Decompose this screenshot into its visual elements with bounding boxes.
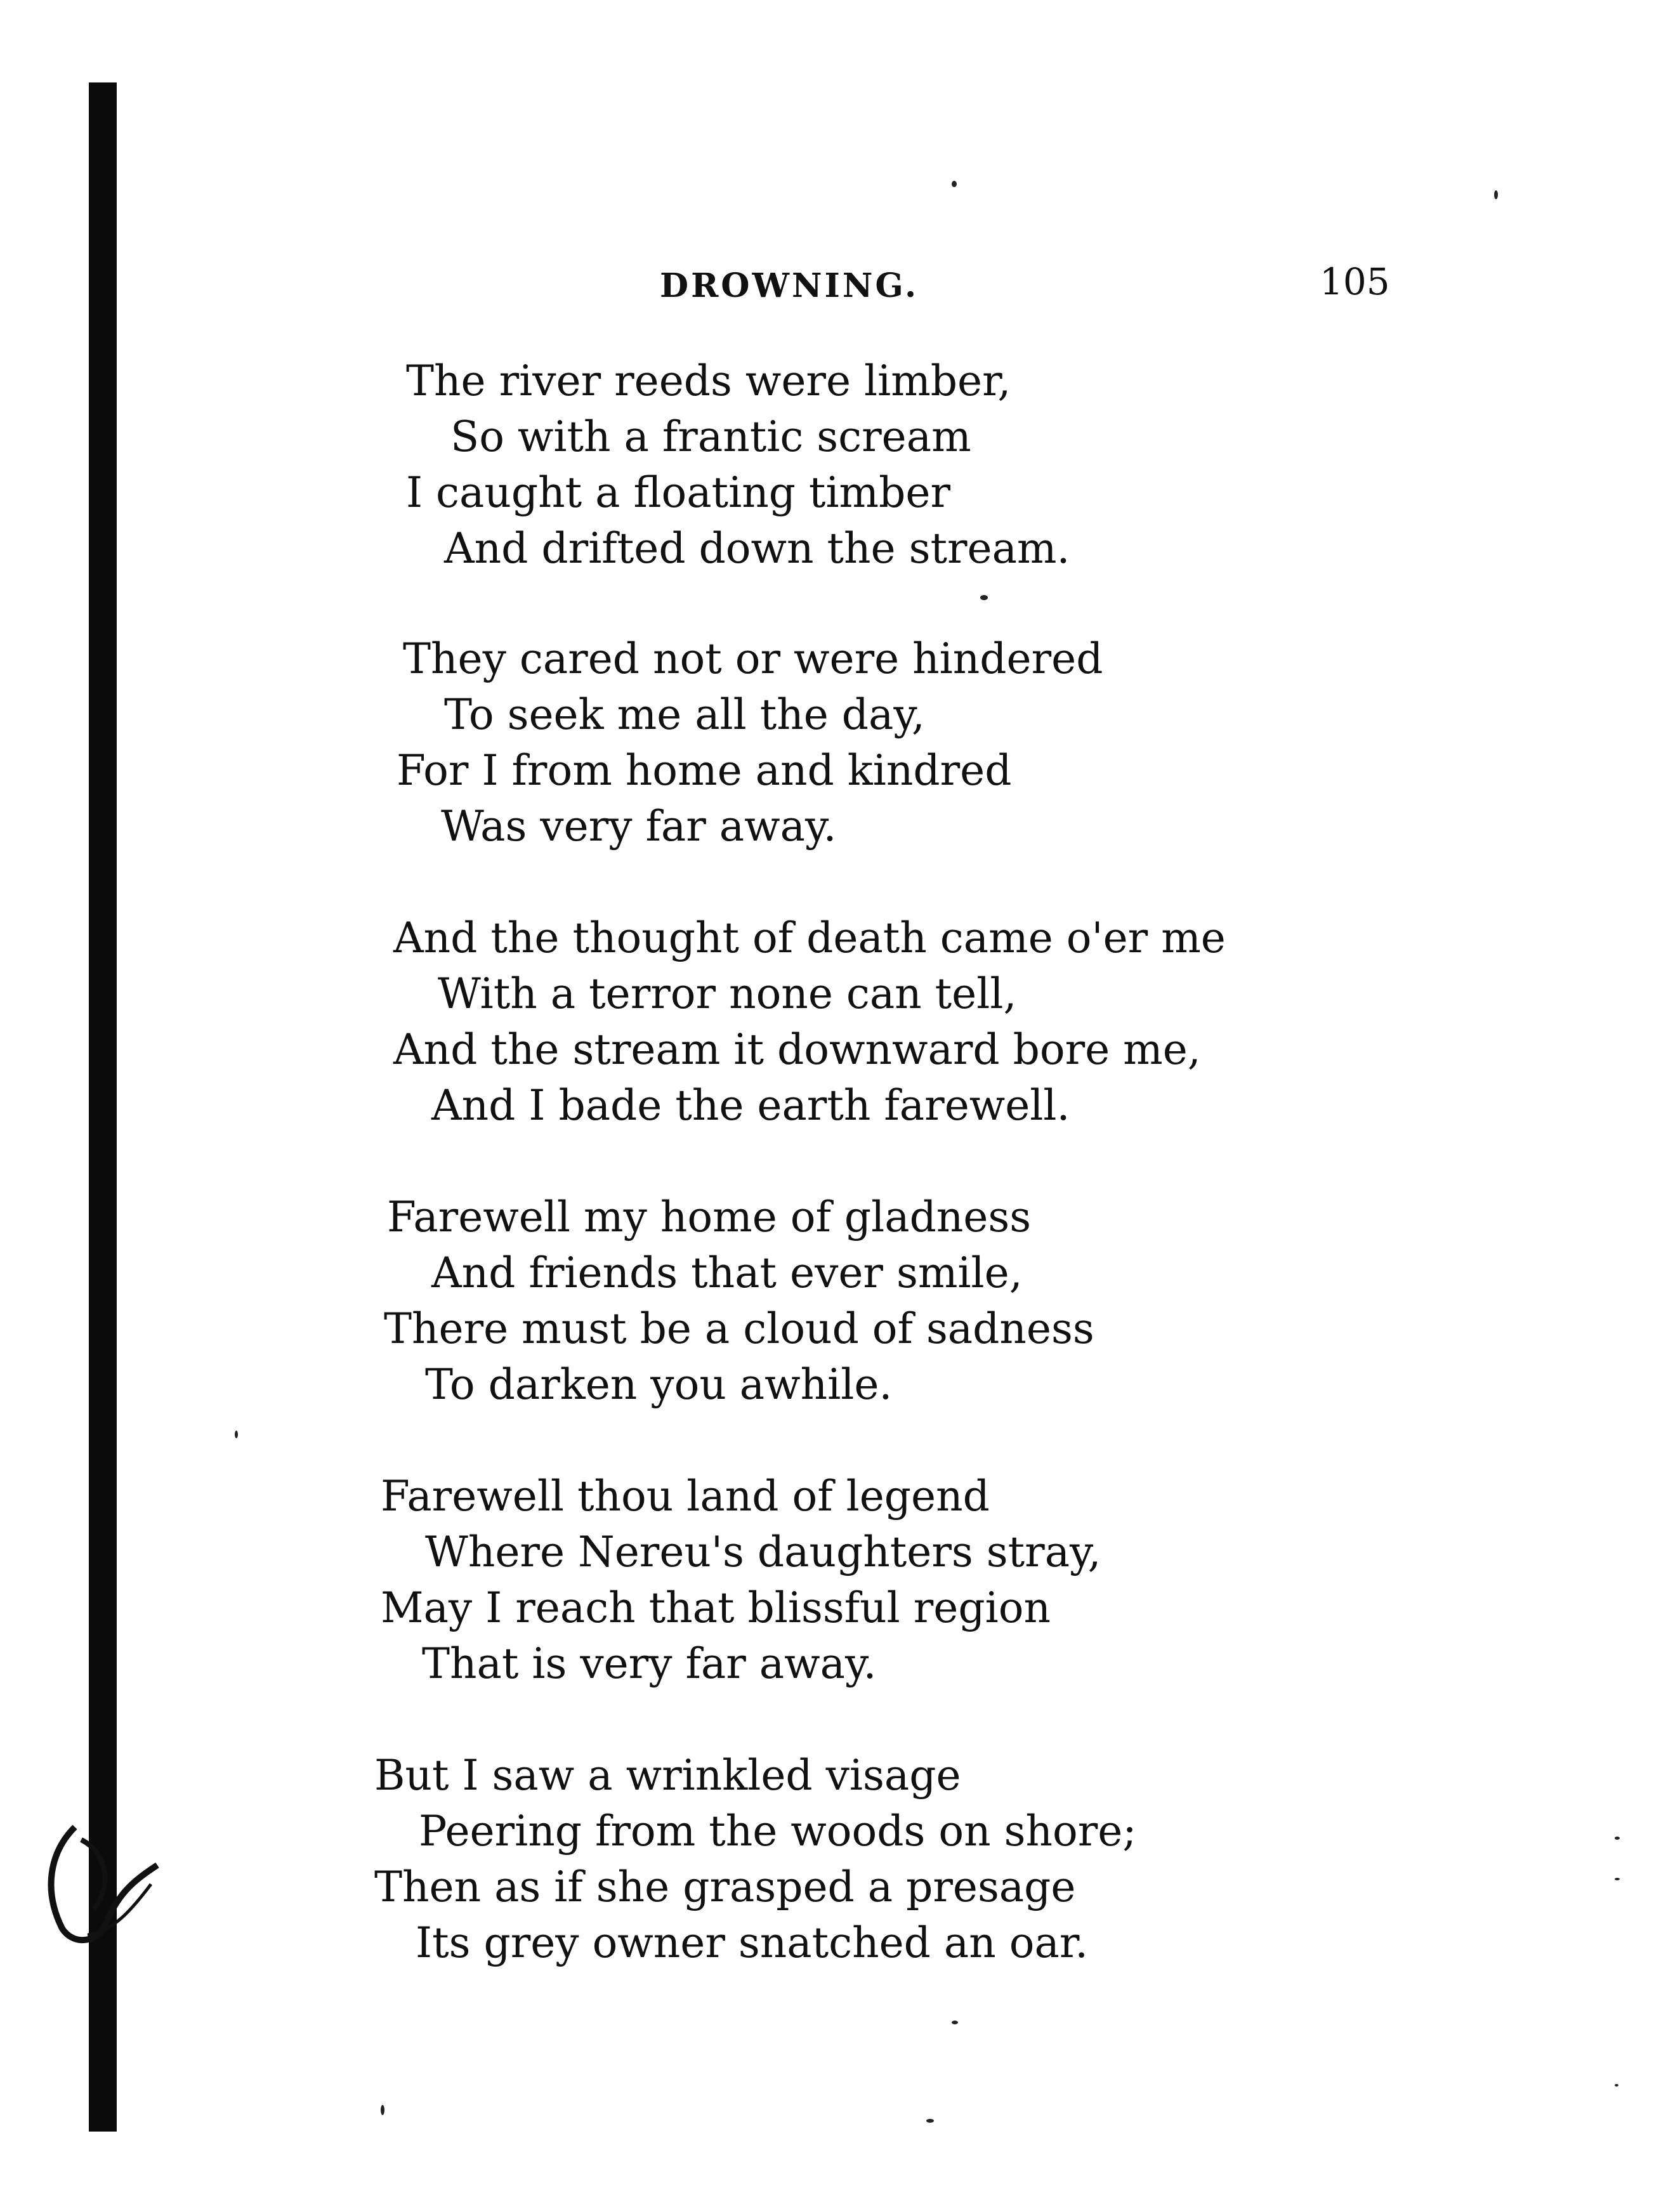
poem-line: Peering from the woods on shore; bbox=[419, 1807, 1137, 1856]
print-speck bbox=[1615, 2084, 1618, 2087]
poem-line: For I from home and kindred bbox=[397, 746, 1012, 795]
poem-line: Its grey owner snatched an oar. bbox=[416, 1918, 1089, 1967]
poem-line: And drifted down the stream. bbox=[444, 524, 1070, 573]
poem-line: And the thought of death came o'er me bbox=[393, 914, 1226, 962]
poem-line: Farewell thou land of legend bbox=[381, 1472, 990, 1521]
poem-line: May I reach that blissful region bbox=[381, 1583, 1051, 1632]
poem-line: Was very far away. bbox=[441, 802, 837, 851]
running-head-title: DROWNING. bbox=[660, 266, 919, 305]
poem-line: To darken you awhile. bbox=[425, 1360, 893, 1409]
poem-line: But I saw a wrinkled visage bbox=[374, 1751, 961, 1800]
binding-knot bbox=[37, 1814, 164, 1954]
print-speck bbox=[1494, 190, 1498, 199]
print-speck bbox=[952, 2021, 958, 2024]
poem-line: I caught a floating timber bbox=[406, 468, 950, 517]
poem-line: They cared not or were hindered bbox=[403, 634, 1103, 683]
print-speck bbox=[235, 1431, 238, 1438]
poem-line: That is very far away. bbox=[422, 1639, 877, 1688]
print-speck bbox=[926, 2119, 934, 2123]
poem-line: Then as if she grasped a presage bbox=[374, 1863, 1076, 1911]
poem-line: There must be a cloud of sadness bbox=[384, 1304, 1094, 1353]
poem-line: And friends that ever smile, bbox=[431, 1248, 1023, 1297]
poem-line: Where Nereu's daughters stray, bbox=[425, 1528, 1101, 1576]
poem-line: The river reeds were limber, bbox=[406, 357, 1011, 405]
poem-line: And I bade the earth farewell. bbox=[431, 1081, 1070, 1130]
poem-line: Farewell my home of gladness bbox=[387, 1193, 1032, 1242]
poem-line: With a terror none can tell, bbox=[438, 969, 1017, 1018]
poem-line: To seek me all the day, bbox=[444, 690, 925, 739]
poem-line: And the stream it downward bore me, bbox=[393, 1025, 1201, 1074]
print-speck bbox=[381, 2105, 384, 2115]
print-speck bbox=[952, 181, 957, 187]
print-speck bbox=[1615, 1837, 1620, 1840]
page-number: 105 bbox=[1320, 260, 1390, 303]
poem-line: So with a frantic scream bbox=[450, 412, 971, 461]
print-speck bbox=[1615, 1878, 1620, 1880]
print-speck bbox=[980, 595, 988, 600]
